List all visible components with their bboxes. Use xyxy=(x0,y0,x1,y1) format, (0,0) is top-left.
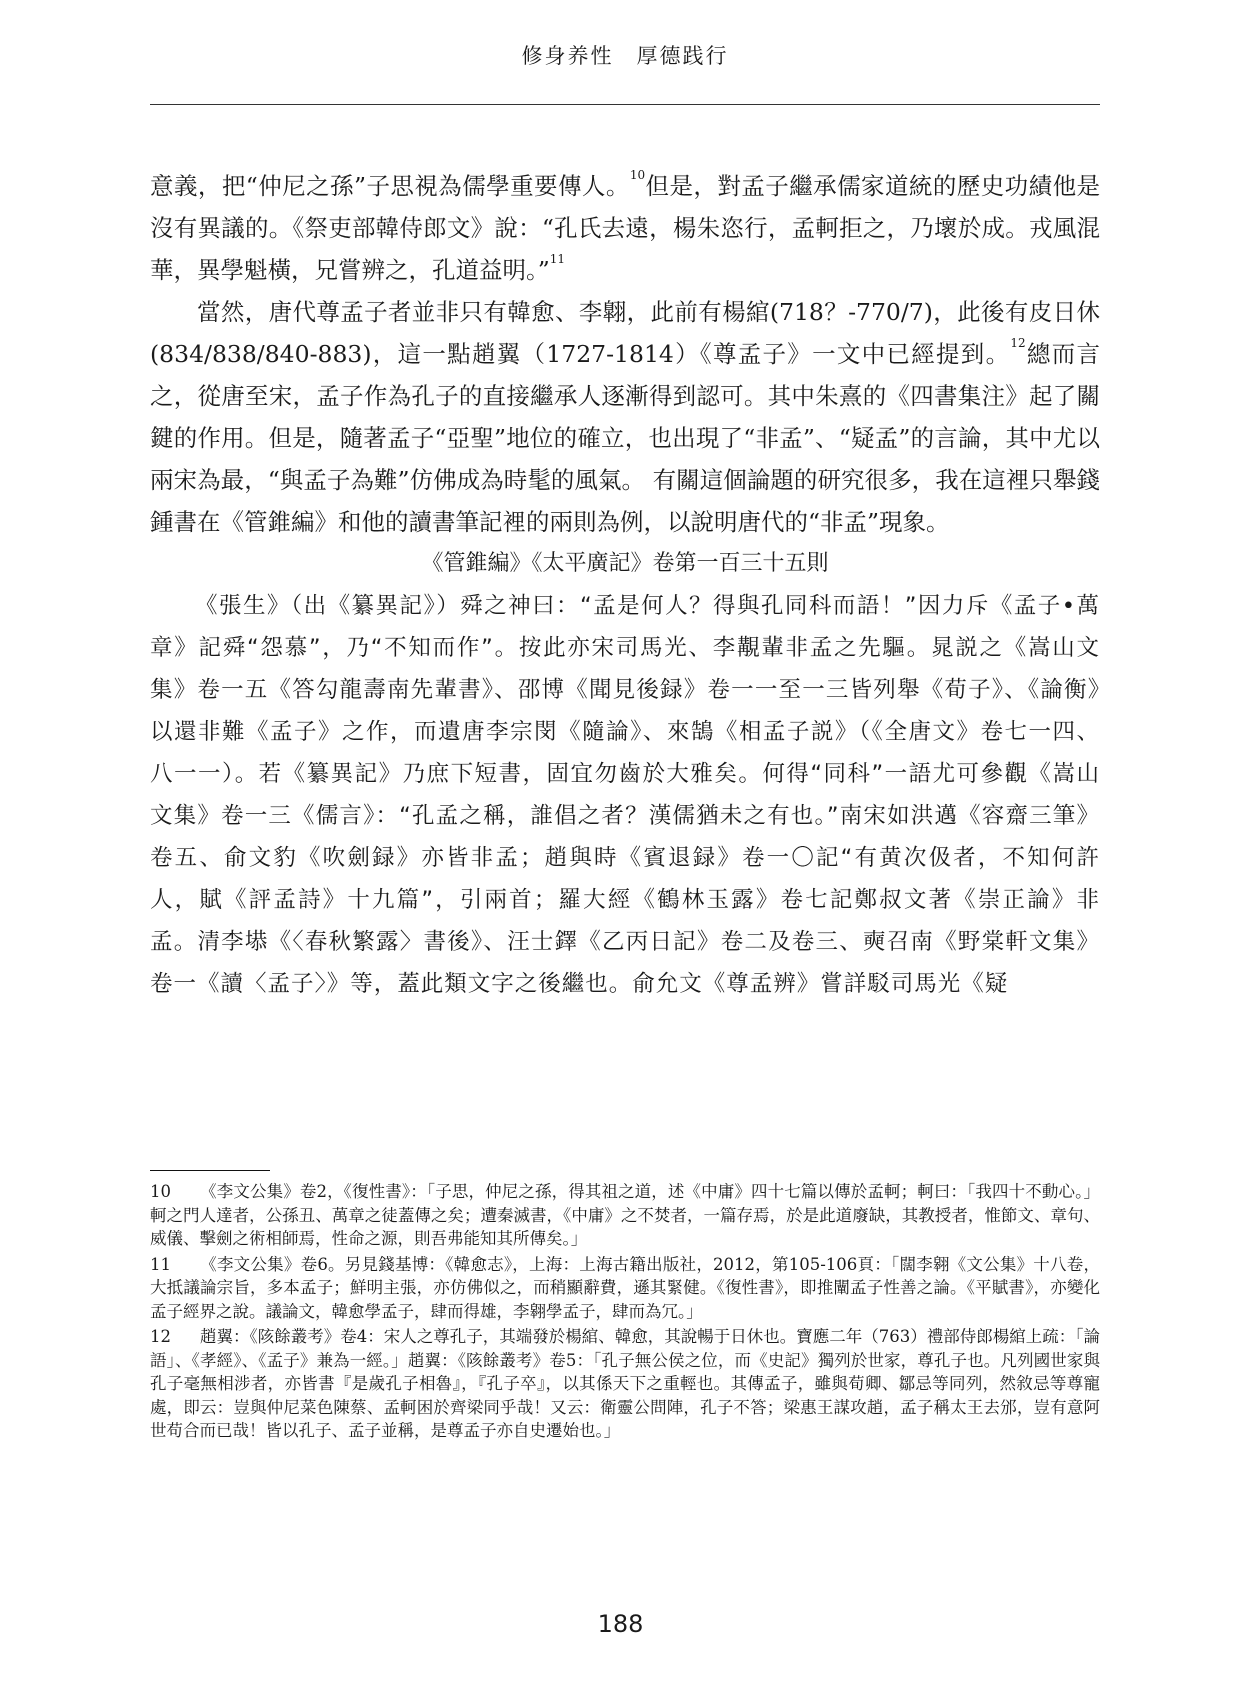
footnote-10 xyxy=(150,1180,1100,1251)
paragraph-1 xyxy=(150,165,1100,291)
block-quote: 《張生》（出《纂異記》）舜之神曰：“孟是何人？得與孔同科而語！”因力斥《孟子•萬章》記舜“怨慕”，乃“不知而作”。按此亦宋司馬光、李覯輩非孟之先驅。晁説之《嵩山文集》卷一五《答勾龍壽南先輩書》、邵博《聞見後録》卷一一至一三皆列舉《荀子》、《論衡》以還非難《孟子》之作，而遺唐李宗閔《隨論》、來鵠《相孟子説》（《全唐文》卷七一四、八一一）。若《纂異記》乃庶下短書，固宜勿齒於大雅矣。何得“同科”一語尤可參觀《嵩山文集》卷一三《儒言》：“孔孟之稱，誰倡之者？漢儒猶未之有也。”南宋如洪邁《容齋三筆》卷五、俞文豹《吹劍録》亦皆非孟；趙與時《賓退録》卷一〇記“有黄次伋者，不知何許人，賦《評孟詩》十九篇”，引兩首；羅大經《鶴林玉露》卷七記鄭叔文著《崇正論》非孟。清李塨《〈春秋繁露〉書後》、汪士鐸《乙丙日記》卷二及卷三、奭召南《野棠軒文集》卷一《讀〈孟子〉》等，蓋此類文字之後繼也。俞允文《尊孟辨》嘗詳駁司馬光《疑 xyxy=(150,593,1100,997)
footnotes xyxy=(150,1180,1100,1445)
footnote-number: 11 xyxy=(150,1254,171,1274)
main-text xyxy=(150,165,1100,1005)
paragraph-2 xyxy=(150,291,1100,543)
quote-title: 《管錐編》《太平廣記》卷第一百三十五則 xyxy=(421,551,829,576)
footnote-number: 12 xyxy=(150,1327,171,1346)
paragraph-2-text-b: 總而言之，從唐至宋，孟子作為孔子的直接繼承人逐漸得到認可。其中朱熹的《四書集注》起了關鍵的作用。但是，隨著孟子“亞聖”地位的確立，也出現了“非孟”、“疑孟”的言論，其中尤以兩宋為最，“與孟子為難”仿佛成為時髦的風氣。 有關這個論題的研究很多，我在這裡只舉錢鍾書在《管錐編》和他的讀書筆記裡的兩則為例，以說明唐代的“非孟”現象。 xyxy=(150,340,1100,536)
page-number: 188 xyxy=(597,1610,644,1638)
footnote-text: 《李文公集》卷2，《復性書》：「子思，仲尼之孫，得其祖之道，述《中庸》四十七篇以傳於孟軻；軻曰：「我四十不動心。」軻之門人達者，公孫丑、萬章之徒蓋傳之矣；遭秦滅書，《中庸》之不焚者，一篇存焉，於是此道廢缺，其教授者，惟節文、章句、威儀、擊劍之術相師焉，性命之源，則吾弗能知其所傳矣。」 xyxy=(150,1182,1100,1248)
footnote-12 xyxy=(150,1325,1100,1443)
paragraph-1-text-a: 意義，把“仲尼之孫”子思視為儒學重要傳人。 xyxy=(150,172,630,200)
footnote-ref-12[interactable]: 12 xyxy=(1010,336,1026,350)
footnote-text: 《李文公集》卷6。另見錢基博：《韓愈志》，上海：上海古籍出版社，2012，第105-106頁：「闊李翱《文公集》十八卷，大抵議論宗旨，多本孟子；鮮明主張，亦仿佛似之，而稍顯辭費，遜其緊健。《復性書》，即推闡孟子性善之論。《平賦書》，亦變化孟子經界之說。議論文，韓愈學孟子，肆而得雄，李翱學孟子，肆而為冗。」 xyxy=(150,1254,1100,1321)
footnote-divider xyxy=(150,1170,270,1171)
footnote-number: 10 xyxy=(150,1182,171,1201)
footnote-11 xyxy=(150,1253,1100,1324)
running-header: 修身养性 厚德践行 xyxy=(521,44,729,68)
paragraph-2-text-a: 當然，唐代尊孟子者並非只有韓愈、李翺，此前有楊綰(718？-770/7)，此後有皮日休(834/838/840-883)，這一點趙翼（1727-1814）《尊孟子》一文中已經提到。 xyxy=(150,298,1100,368)
footnote-ref-11[interactable]: 11 xyxy=(549,252,566,266)
footnote-ref-10[interactable]: 10 xyxy=(629,168,646,182)
header-divider xyxy=(150,104,1100,105)
footnote-text: 趙翼：《陔餘叢考》卷4：宋人之尊孔子，其端發於楊綰、韓愈，其說暢于日休也。寶應二年（763）禮部侍郎楊綰上疏：「論語」、《孝經》、《孟子》兼為一經。」趙翼：《陔餘叢考》卷5：「孔子無公侯之位，而《史記》獨列於世家，尊孔子也。凡列國世家與孔子毫無相涉者，亦皆書『是歲孔子相魯』，『孔子卒』，以其係天下之重輕也。其傳孟子，雖與荀卿、鄒忌等同列，然敘忌等尊寵處，即云：豈與仲尼菜色陳蔡、孟軻困於齊梁同乎哉！又云：衛靈公問陣，孔子不答；梁惠王謀攻趙，孟子稱太王去邠，豈有意阿世苟合而已哉！皆以孔子、孟子並稱，是尊孟子亦自史遷始也。」 xyxy=(150,1327,1100,1440)
paragraph-1-text-b: 但是，對孟子繼承儒家道統的歷史功績他是沒有異議的。《祭吏部韓侍郎文》說：“孔氏去遠，楊朱恣行，孟軻拒之，乃壞於成。戎風混華，異學魁橫，兄嘗辨之，孔道益明。” xyxy=(150,172,1101,284)
